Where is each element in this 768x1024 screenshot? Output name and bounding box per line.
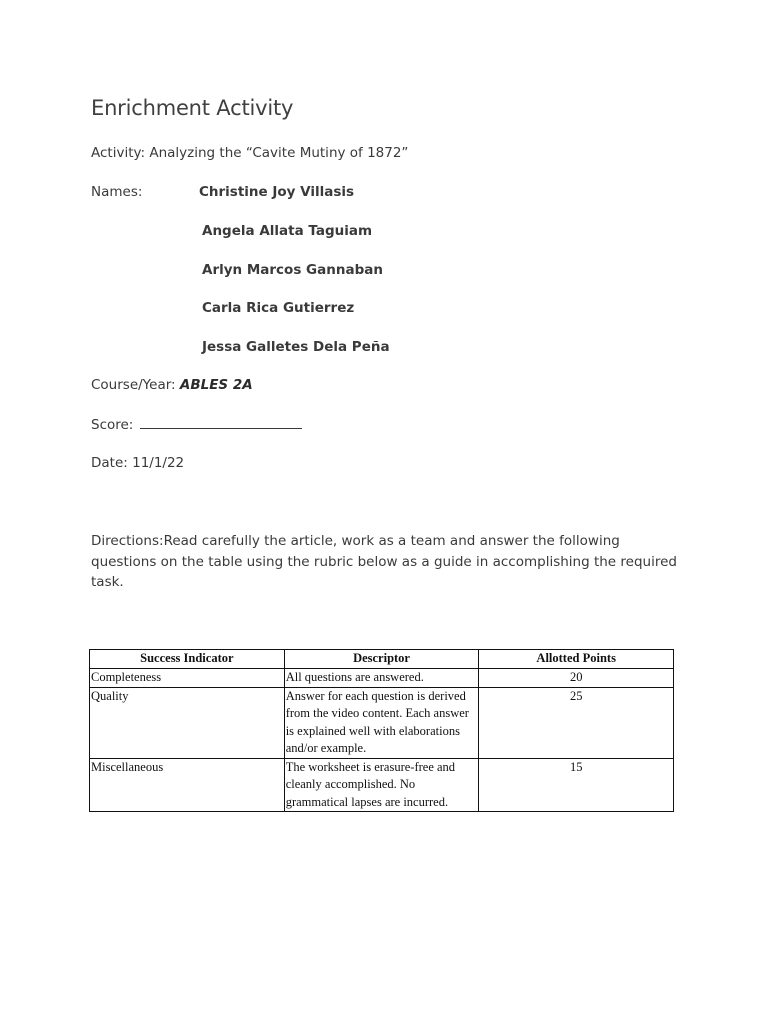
table-row bbox=[90, 758, 674, 812]
descriptor-cell: All questions are answered. bbox=[284, 669, 479, 688]
course-year-label: Course/Year: bbox=[91, 377, 176, 393]
names-label: Names: bbox=[91, 184, 143, 200]
rubric-header-row bbox=[90, 650, 674, 669]
score-label: Score: bbox=[91, 417, 134, 433]
indicator-cell: Completeness bbox=[90, 669, 285, 688]
points-cell: 15 bbox=[479, 758, 674, 812]
indicator-cell: Quality bbox=[90, 687, 285, 758]
score-blank bbox=[140, 416, 302, 429]
column-header-allotted-points: Allotted Points bbox=[479, 650, 674, 669]
member-name: Arlyn Marcos Gannaban bbox=[202, 262, 383, 278]
member-name: Christine Joy Villasis bbox=[199, 184, 355, 200]
member-name: Jessa Galletes Dela Peña bbox=[202, 339, 390, 355]
document-title: Enrichment Activity bbox=[91, 96, 294, 120]
rubric-table bbox=[89, 649, 674, 812]
points-cell: 25 bbox=[479, 687, 674, 758]
activity-line: Activity: Analyzing the “Cavite Mutiny of 1872” bbox=[91, 145, 409, 161]
date-line: Date: 11/1/22 bbox=[91, 455, 185, 471]
indicator-cell: Miscellaneous bbox=[90, 758, 285, 812]
descriptor-cell: Answer for each question is derived from the video content. Each answer is explained well with elaborations and/or example. bbox=[284, 687, 479, 758]
table-row bbox=[90, 687, 674, 758]
descriptor-cell: The worksheet is erasure-free and cleanly accomplished. No grammatical lapses are incurred. bbox=[284, 758, 479, 812]
points-cell: 20 bbox=[479, 669, 674, 688]
column-header-descriptor: Descriptor bbox=[284, 650, 479, 669]
column-header-success-indicator: Success Indicator bbox=[90, 650, 285, 669]
member-name: Angela Allata Taguiam bbox=[202, 223, 373, 239]
course-year-value: ABLES 2A bbox=[179, 377, 253, 393]
member-name: Carla Rica Gutierrez bbox=[202, 300, 355, 316]
course-year-line bbox=[91, 377, 253, 393]
directions-paragraph: Directions:Read carefully the article, work as a team and answer the following questions on the table using the rubric below as a guide in accomplishing the required task. bbox=[91, 533, 677, 590]
table-row bbox=[90, 669, 674, 688]
score-line bbox=[91, 416, 302, 433]
